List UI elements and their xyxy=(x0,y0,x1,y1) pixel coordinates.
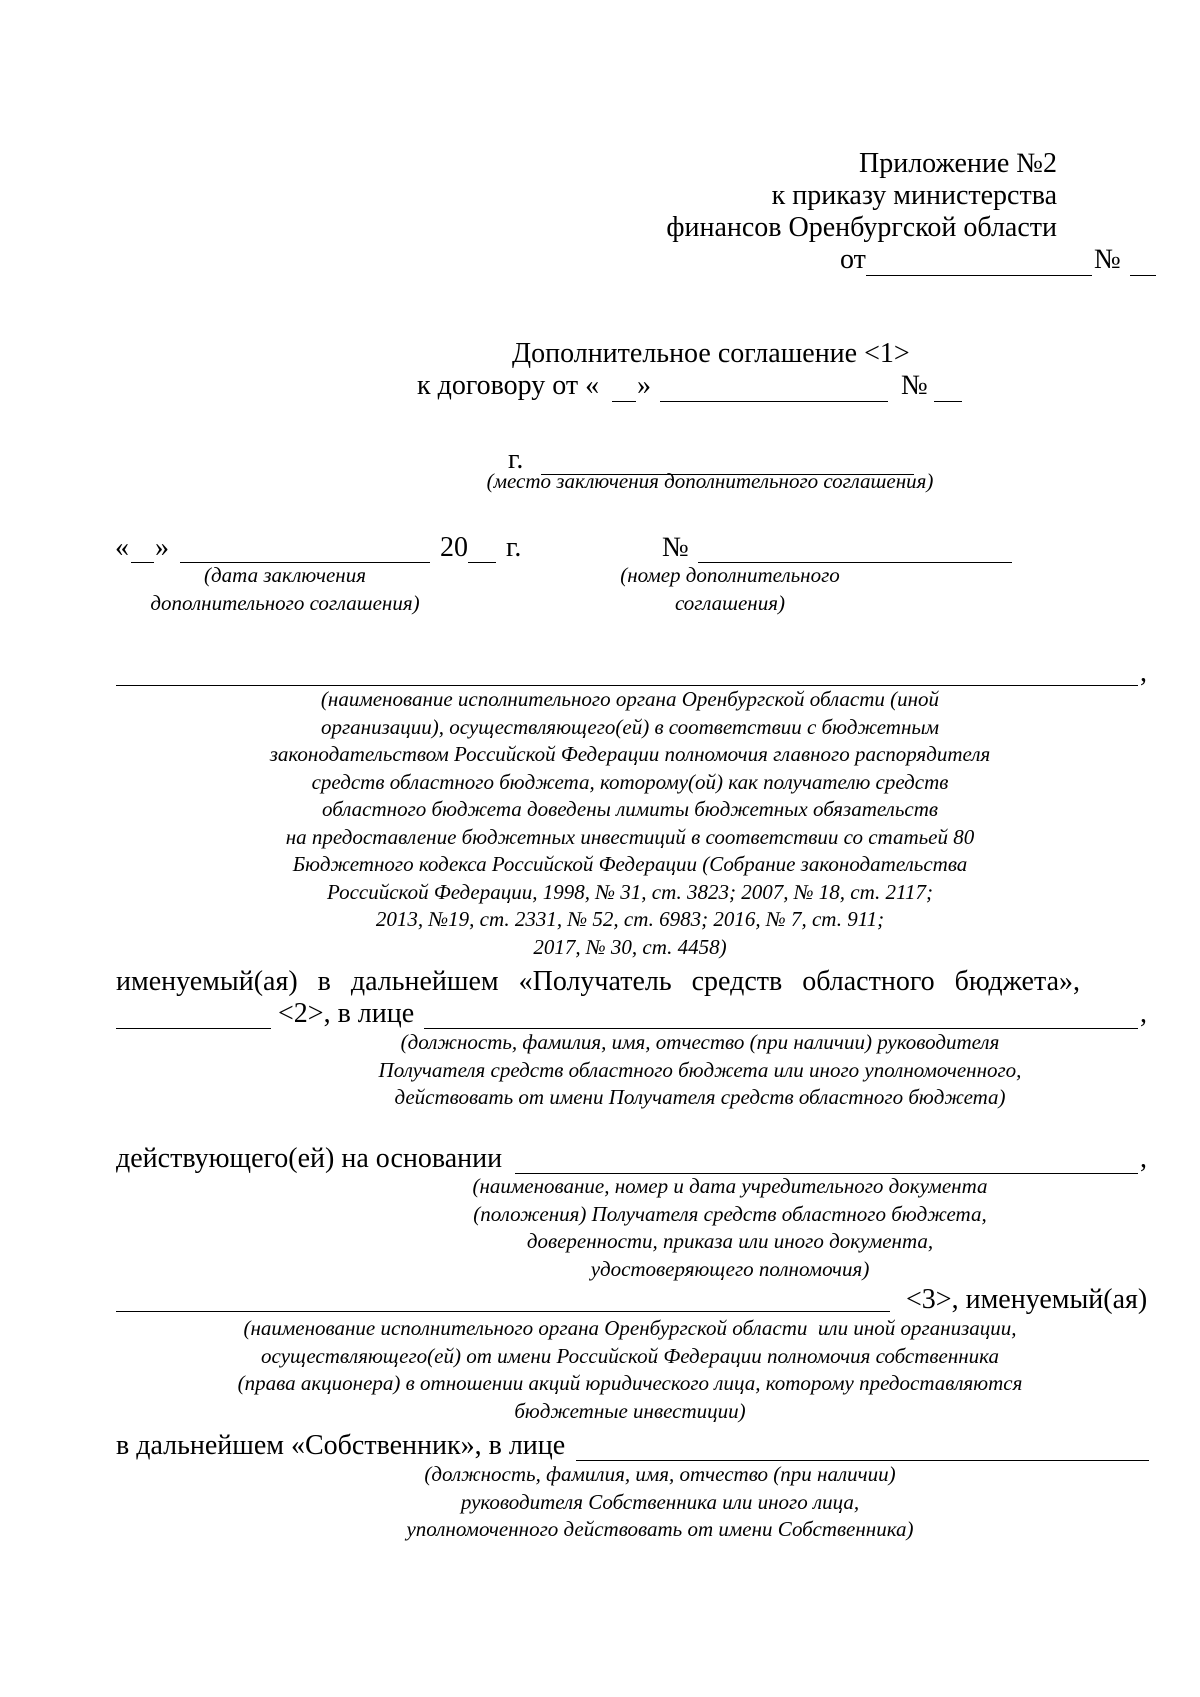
date-year-prefix: 20 xyxy=(440,532,468,563)
basis-note: (наименование, номер и дата учредительного документа (положения) Получателя средств областного бюджета, доверенности, приказа или иного документа, удостоверяющего полномочия) xyxy=(472,1174,988,1281)
annex-number-blank xyxy=(1130,275,1156,276)
agreement-number-note: (номер дополнительного соглашения) xyxy=(620,563,840,615)
contract-number-label: № xyxy=(901,370,928,401)
date-quote-open: « xyxy=(115,532,129,563)
date-quote-close: » xyxy=(155,532,169,563)
contract-number-blank xyxy=(934,401,962,402)
named-word-6: областного xyxy=(802,966,935,997)
date-year-suffix: г. xyxy=(506,532,522,563)
named-word-7: бюджета», xyxy=(954,966,1080,997)
owner-name-blank xyxy=(116,1311,890,1312)
contract-date-prefix: к договору от « xyxy=(417,370,600,401)
annex-order-line: к приказу министерства xyxy=(771,180,1057,211)
place-note: (место заключения дополнительного соглашения) xyxy=(486,469,934,493)
place-prefix: г. xyxy=(508,444,524,475)
recipient-named-line xyxy=(116,966,1080,998)
annex-date-label: от xyxy=(840,244,866,275)
date-year-blank xyxy=(468,562,496,563)
recipient-person-note: (должность, фамилия, имя, отчество (при наличии) руководителя Получателя средств областного бюджета или иного уполномоченного, действовать от имени Получателя средств областного бюджета) xyxy=(378,1030,1022,1109)
annex-ministry-line: финансов Оренбургской области xyxy=(666,212,1057,243)
owner-ref-named: <3>, именуемый(ая) xyxy=(906,1284,1148,1315)
agreement-title: Дополнительное соглашение <1> xyxy=(512,338,910,369)
contract-quote-close: » xyxy=(637,370,651,401)
basis-comma: , xyxy=(1140,1143,1147,1174)
recipient-name-note: (наименование исполнительного органа Оренбургской области (иной организации), осуществляющего(ей) в соответствии с бюджетным законодательством Российской Федерации полномочия главного распорядителя средств областного бюджета, которому(ой) как получателю средств областного бюджета доведены лимиты бюджетных обязательств на предоставление бюджетных инвестиций в соответствии со статьей 80 Бюджетного кодекса Российской Федерации (Собрание законодательства Российской Федерации, 1998, № 31, ст. 3823; 2007, № 18, ст. 2117; 2013, №19, ст. 2331, № 52, ст. 6983; 2016, № 7, ст. 911; 2017, № 30, ст. 4458) xyxy=(269,687,991,959)
named-word-3: дальнейшем xyxy=(350,966,499,997)
date-note: (дата заключения дополнительного соглашения) xyxy=(150,563,420,615)
recipient-name-comma: , xyxy=(1140,657,1147,688)
basis-label: действующего(ей) на основании xyxy=(116,1143,503,1174)
annex-number: Приложение №2 xyxy=(859,148,1057,179)
agreement-number-label: № xyxy=(662,532,689,563)
contract-month-blank xyxy=(660,401,888,402)
named-word-1: именуемый(ая) xyxy=(116,966,298,997)
named-word-4: «Получатель xyxy=(518,966,672,997)
annex-date-blank xyxy=(866,275,1092,276)
named-word-2: в xyxy=(317,966,331,997)
owner-label: в дальнейшем «Собственник», в лице xyxy=(116,1430,566,1461)
owner-person-note: (должность, фамилия, имя, отчество (при наличии) руководителя Собственника или иного лица, уполномоченного действовать от имени Собственника) xyxy=(406,1462,914,1541)
annex-number-label: № xyxy=(1094,244,1121,275)
owner-name-note: (наименование исполнительного органа Оренбургской области или иной организации, осуществляющего(ей) от имени Российской Федерации полномочия собственника (права акционера) в отношении акций юридического лица, которому предоставляются бюджетные инвестиции) xyxy=(237,1316,1023,1423)
recipient-person-comma: , xyxy=(1140,998,1147,1029)
contract-day-blank xyxy=(612,401,636,402)
recipient-ref: <2>, в лице xyxy=(278,998,415,1029)
named-word-5: средств xyxy=(691,966,783,997)
